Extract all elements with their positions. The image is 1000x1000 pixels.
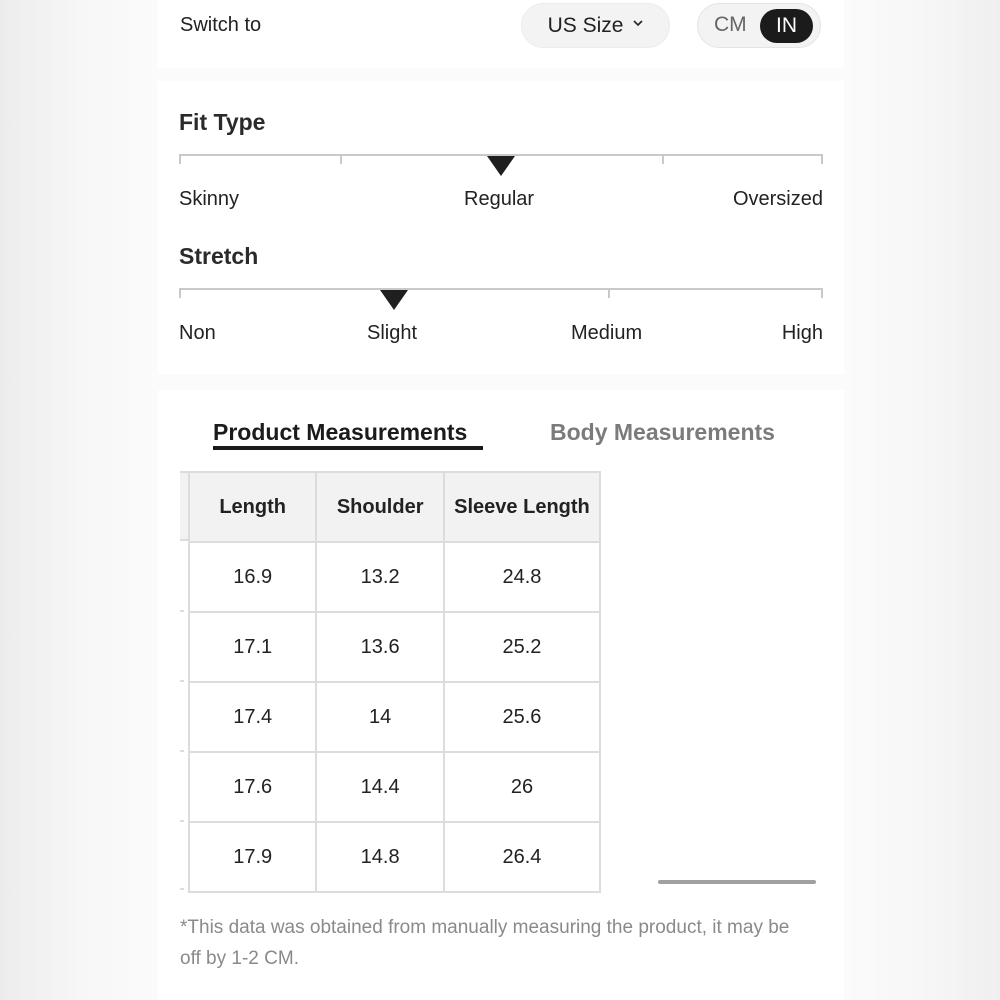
unit-toggle[interactable] <box>697 3 821 48</box>
table-cell: 26.4 <box>444 822 600 892</box>
edge-row-line <box>180 750 184 752</box>
table-cell: 13.6 <box>316 612 444 682</box>
table-cell: 17.6 <box>189 752 316 822</box>
edge-row-line <box>180 820 184 822</box>
table-cell: 17.1 <box>189 612 316 682</box>
table-header-row <box>189 472 600 542</box>
horizontal-scrollbar[interactable] <box>658 880 816 884</box>
measurements-table-scroll[interactable] <box>180 471 601 890</box>
size-system-dropdown[interactable] <box>521 3 670 48</box>
fit-type-marker <box>487 156 515 176</box>
fit-type-scale <box>179 154 823 168</box>
table-cell: 16.9 <box>189 542 316 612</box>
stretch-marker <box>380 290 408 310</box>
fit-panel <box>158 81 844 374</box>
active-tab-underline <box>213 446 483 450</box>
scale-tick <box>340 154 342 164</box>
edge-row-line <box>180 888 184 890</box>
column-header-length: Length <box>189 472 316 542</box>
fit-option-oversized: Oversized <box>732 188 823 210</box>
edge-row-line <box>180 680 184 682</box>
scale-line <box>179 288 823 290</box>
stretch-scale <box>179 288 823 302</box>
table-cell: 25.2 <box>444 612 600 682</box>
table-row <box>189 682 600 752</box>
tab-body-measurements[interactable]: Body Measurements <box>550 419 775 445</box>
edge-row-line <box>180 610 184 612</box>
size-system-value: US Size <box>547 13 624 37</box>
table-cell: 14.4 <box>316 752 444 822</box>
column-header-sleeve-length: Sleeve Length <box>444 472 600 542</box>
scale-tick <box>821 154 823 164</box>
scale-tick <box>179 288 181 298</box>
table-row <box>189 612 600 682</box>
table-cell: 14 <box>316 682 444 752</box>
table-row <box>189 542 600 612</box>
size-switch-bar <box>158 0 844 68</box>
stretch-option-slight: Slight <box>367 322 418 344</box>
table-cell: 24.8 <box>444 542 600 612</box>
measurement-disclaimer: *This data was obtained from manually measuring the product, it may be off by 1-2 CM. <box>180 917 790 969</box>
unit-cm-option[interactable]: CM <box>714 13 747 36</box>
stretch-title: Stretch <box>179 243 259 269</box>
unit-in-option[interactable]: IN <box>760 9 813 43</box>
fit-type-title: Fit Type <box>179 109 266 135</box>
table-row <box>189 822 600 892</box>
scale-tick <box>821 288 823 298</box>
measurements-panel <box>158 390 844 1000</box>
table-row <box>189 752 600 822</box>
measurements-table <box>188 471 601 893</box>
fit-option-regular: Regular <box>464 188 535 210</box>
scale-tick <box>179 154 181 164</box>
table-cell: 26 <box>444 752 600 822</box>
chevron-down-icon <box>633 18 643 28</box>
stretch-option-high: High <box>781 322 823 344</box>
fit-option-skinny: Skinny <box>179 188 240 210</box>
tab-product-measurements[interactable]: Product Measurements <box>213 419 468 445</box>
scale-tick <box>608 288 610 298</box>
stretch-option-non: Non <box>179 322 216 344</box>
table-cell: 25.6 <box>444 682 600 752</box>
table-cell: 13.2 <box>316 542 444 612</box>
table-cell: 17.9 <box>189 822 316 892</box>
table-cell: 14.8 <box>316 822 444 892</box>
switch-to-label: Switch to <box>180 14 262 36</box>
table-cell: 17.4 <box>189 682 316 752</box>
column-header-shoulder: Shoulder <box>316 472 444 542</box>
scale-tick <box>662 154 664 164</box>
stretch-option-medium: Medium <box>571 322 643 344</box>
